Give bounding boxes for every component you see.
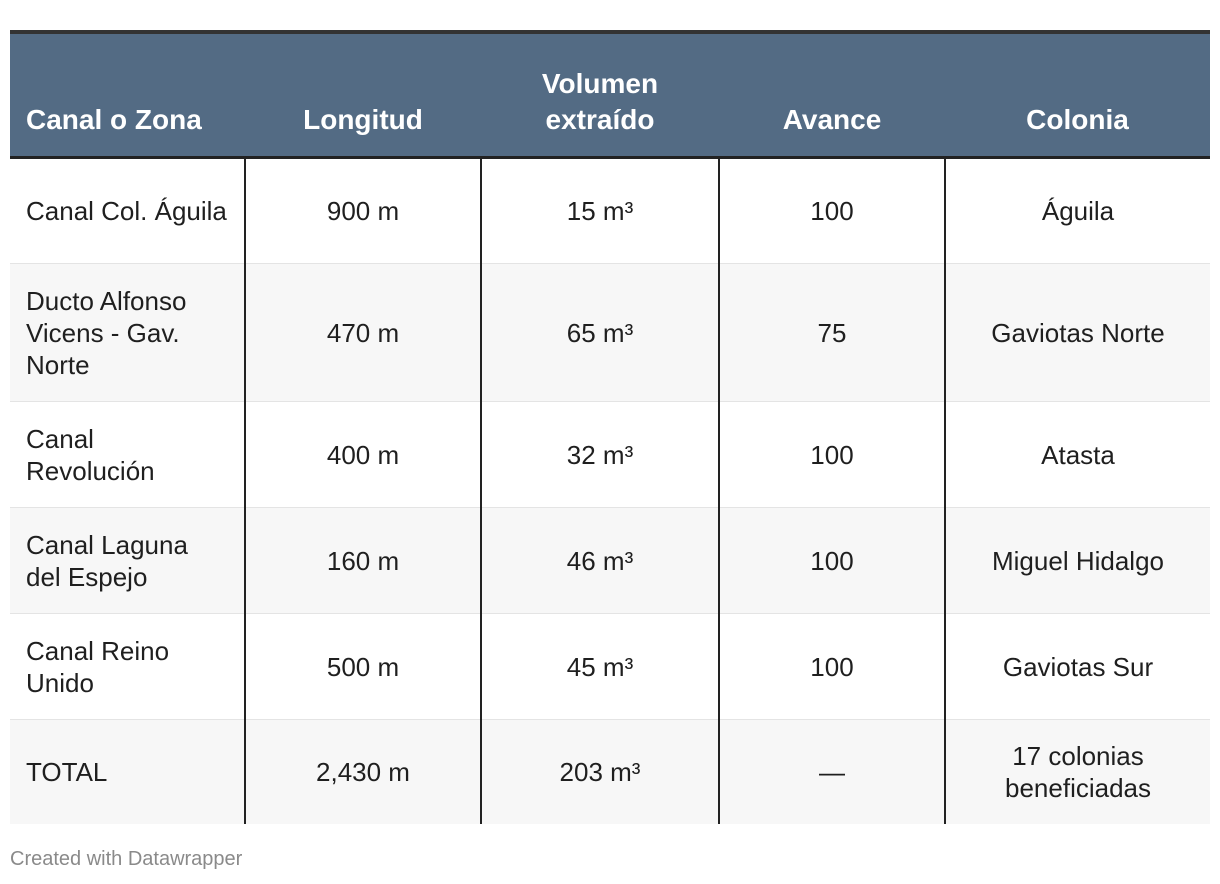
table-row <box>10 614 1210 720</box>
cell-longitud: 400 m <box>245 402 481 508</box>
cell-avance: 100 <box>719 158 945 264</box>
table-row <box>10 264 1210 402</box>
cell-colonia: 17 colonias beneficiadas <box>945 720 1210 825</box>
data-table-container <box>10 30 1210 824</box>
header-volumen: Volumen extraído <box>541 68 659 135</box>
total-row <box>10 720 1210 825</box>
cell-volumen: 15 m³ <box>481 158 719 264</box>
table-row <box>10 158 1210 264</box>
cell-volumen: 203 m³ <box>481 720 719 825</box>
cell-avance: 100 <box>719 614 945 720</box>
footer-credit: Created with Datawrapper <box>10 848 243 870</box>
table-row <box>10 402 1210 508</box>
table-body <box>10 158 1210 825</box>
data-table <box>10 30 1210 824</box>
header-avance: Avance <box>782 104 882 135</box>
cell-longitud: 900 m <box>245 158 481 264</box>
cell-colonia: Miguel Hidalgo <box>945 508 1210 614</box>
cell-volumen: 65 m³ <box>481 264 719 402</box>
cell-colonia: Águila <box>945 158 1210 264</box>
cell-avance: — <box>719 720 945 825</box>
cell-avance: 75 <box>719 264 945 402</box>
cell-volumen: 46 m³ <box>481 508 719 614</box>
cell-volumen: 45 m³ <box>481 614 719 720</box>
cell-canal-zona: Ducto Alfonso Vicens - Gav. Norte <box>10 264 245 402</box>
cell-avance: 100 <box>719 508 945 614</box>
table-row <box>10 508 1210 614</box>
cell-canal-zona: Canal Laguna del Espejo <box>10 508 245 614</box>
cell-canal-zona: Canal Col. Águila <box>26 196 227 226</box>
cell-longitud: 470 m <box>245 264 481 402</box>
cell-avance: 100 <box>719 402 945 508</box>
cell-longitud: 2,430 m <box>245 720 481 825</box>
header-row <box>10 32 1210 158</box>
header-longitud: Longitud <box>303 104 423 135</box>
cell-colonia: Atasta <box>945 402 1210 508</box>
cell-volumen: 32 m³ <box>481 402 719 508</box>
cell-colonia: Gaviotas Norte <box>945 264 1210 402</box>
cell-colonia: Gaviotas Sur <box>945 614 1210 720</box>
cell-canal-zona: Canal Reino Unido <box>26 635 170 698</box>
table-header <box>10 32 1210 158</box>
cell-longitud: 500 m <box>245 614 481 720</box>
cell-longitud: 160 m <box>245 508 481 614</box>
header-colonia: Colonia <box>1026 104 1129 135</box>
header-canal-zona: Canal o Zona <box>26 104 202 135</box>
cell-canal-zona: TOTAL <box>10 720 245 825</box>
cell-canal-zona: Canal Revolución <box>26 423 155 486</box>
